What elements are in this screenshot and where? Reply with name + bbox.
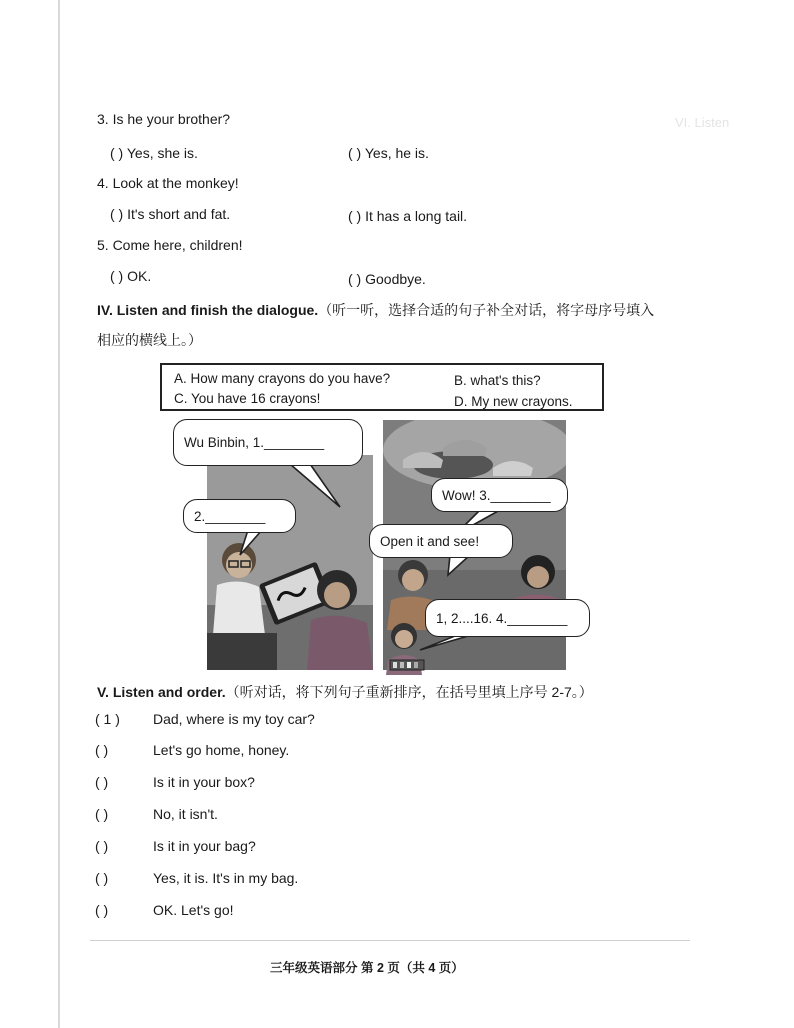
section-4-title: IV. Listen and finish the dialogue. bbox=[97, 302, 319, 318]
section-5-heading bbox=[97, 682, 593, 702]
speech-bubble-3: Wow! 3.________ bbox=[431, 478, 568, 512]
speech-bubble-2: 2.________ bbox=[183, 499, 296, 533]
option-b: B. what's this? bbox=[454, 373, 541, 388]
order-item-6: ( ) Yes, it is. It's in my bag. bbox=[95, 870, 299, 886]
bleed-through: VI. Listen bbox=[675, 115, 730, 130]
q5-option-a: ( ) OK. bbox=[110, 268, 152, 284]
question-4: 4. Look at the monkey! bbox=[97, 175, 239, 191]
order-item-2: ( ) Let's go home, honey. bbox=[95, 742, 290, 758]
order-item-5: ( ) Is it in your bag? bbox=[95, 838, 256, 854]
q4-option-a: ( ) It's short and fat. bbox=[110, 206, 231, 222]
q3-option-a: ( ) Yes, she is. bbox=[110, 145, 198, 161]
speech-bubble-4: 1, 2....16. 4.________ bbox=[425, 599, 590, 637]
option-a: A. How many crayons do you have? bbox=[174, 371, 391, 386]
question-5: 5. Come here, children! bbox=[97, 237, 243, 253]
speech-bubble-open: Open it and see! bbox=[369, 524, 513, 558]
q4-option-b: ( ) It has a long tail. bbox=[348, 208, 468, 224]
option-d: D. My new crayons. bbox=[454, 394, 573, 409]
q3-option-b: ( ) Yes, he is. bbox=[348, 145, 429, 161]
section-5-instruction: （听对话，将下列句子重新排序，在括号里填上序号 2-7。） bbox=[225, 684, 593, 700]
order-item-1: ( 1 ) Dad, where is my toy car? bbox=[95, 711, 315, 727]
order-item-3: ( ) Is it in your box? bbox=[95, 774, 255, 790]
q5-option-b: ( ) Goodbye. bbox=[348, 271, 426, 287]
order-item-4: ( ) No, it isn't. bbox=[95, 806, 218, 822]
speech-bubble-1: Wu Binbin, 1.________ bbox=[173, 419, 363, 466]
question-3: 3. Is he your brother? bbox=[97, 111, 231, 127]
order-item-7: ( ) OK. Let's go! bbox=[95, 902, 234, 918]
page-footer: 三年级英语部分 第 2 页（共 4 页） bbox=[270, 961, 464, 975]
section-5-title: V. Listen and order. bbox=[97, 684, 226, 700]
option-c: C. You have 16 crayons! bbox=[174, 391, 321, 406]
section-4-instruction: （听一听，选择合适的句子补全对话，将字母序号填入 bbox=[318, 302, 655, 318]
bottom-rule bbox=[90, 940, 690, 941]
section-4-instruction-2: 相应的横线上。） bbox=[97, 332, 202, 348]
